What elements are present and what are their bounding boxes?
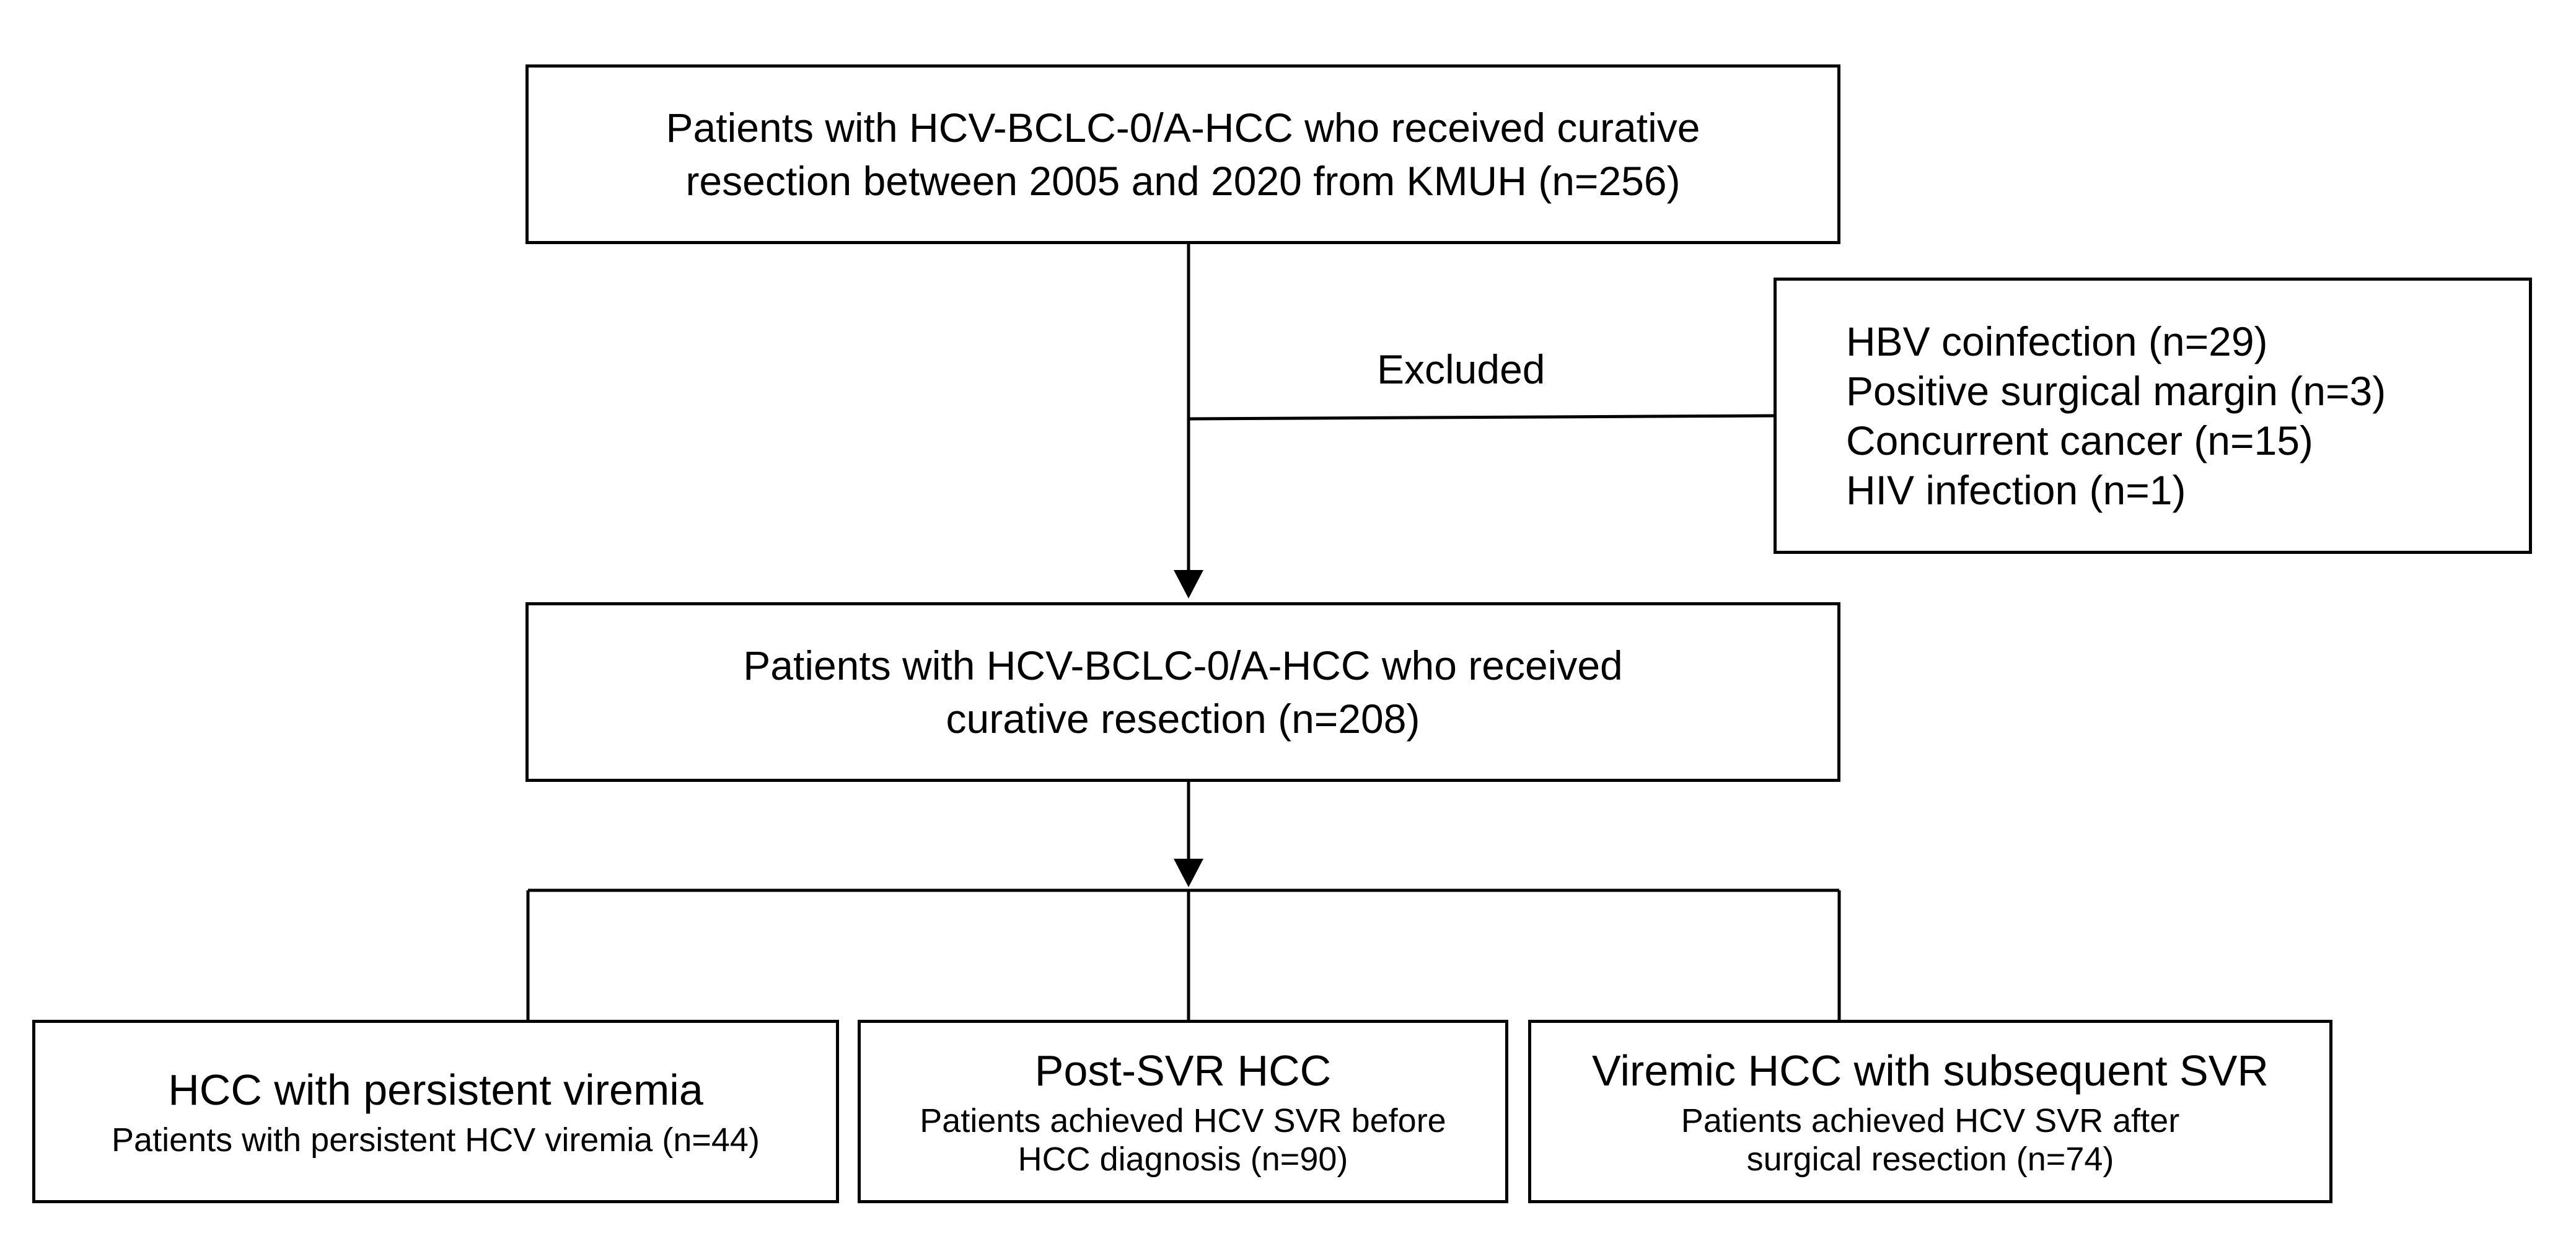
start-population-box <box>525 64 1840 244</box>
group-subsequent-svr-box <box>1528 1020 2332 1203</box>
group-persistent-viremia-title: HCC with persistent viremia <box>168 1066 703 1114</box>
group-post-svr-box <box>858 1020 1508 1203</box>
study-cohort-box <box>525 602 1840 782</box>
group-post-svr-description-line-1: Patients achieved HCV SVR before <box>920 1102 1446 1139</box>
exclusion-item-margin: Positive surgical margin (n=3) <box>1846 368 2386 414</box>
group-subsequent-svr-title: Viremic HCC with subsequent SVR <box>1592 1046 2269 1095</box>
connector-exclusion-branch <box>1189 416 1774 419</box>
arrowhead-to-cohort <box>1174 570 1203 598</box>
group-persistent-viremia-description: Patients with persistent HCV viremia (n=44) <box>112 1121 760 1159</box>
start-population-line-1: Patients with HCV-BCLC-0/A-HCC who received curative <box>666 105 1700 151</box>
group-persistent-viremia-box <box>32 1020 839 1203</box>
start-population-line-2: resection between 2005 and 2020 from KMUH (n=256) <box>685 158 1681 204</box>
exclusion-criteria-box <box>1774 278 2532 554</box>
group-post-svr-title: Post-SVR HCC <box>1034 1046 1332 1095</box>
group-subsequent-svr-description-line-1: Patients achieved HCV SVR after <box>1681 1102 2180 1139</box>
arrowhead-to-split <box>1174 859 1203 887</box>
exclusion-item-hbv: HBV coinfection (n=29) <box>1846 318 2268 364</box>
study-cohort-line-1: Patients with HCV-BCLC-0/A-HCC who received <box>743 642 1623 688</box>
exclusion-item-cancer: Concurrent cancer (n=15) <box>1846 418 2313 463</box>
group-post-svr-description-line-2: HCC diagnosis (n=90) <box>1018 1141 1348 1178</box>
group-subsequent-svr-description-line-2: surgical resection (n=74) <box>1746 1141 2114 1178</box>
exclusion-item-hiv: HIV infection (n=1) <box>1846 467 2186 513</box>
excluded-label: Excluded <box>1377 346 1545 392</box>
study-cohort-line-2: curative resection (n=208) <box>946 696 1420 742</box>
